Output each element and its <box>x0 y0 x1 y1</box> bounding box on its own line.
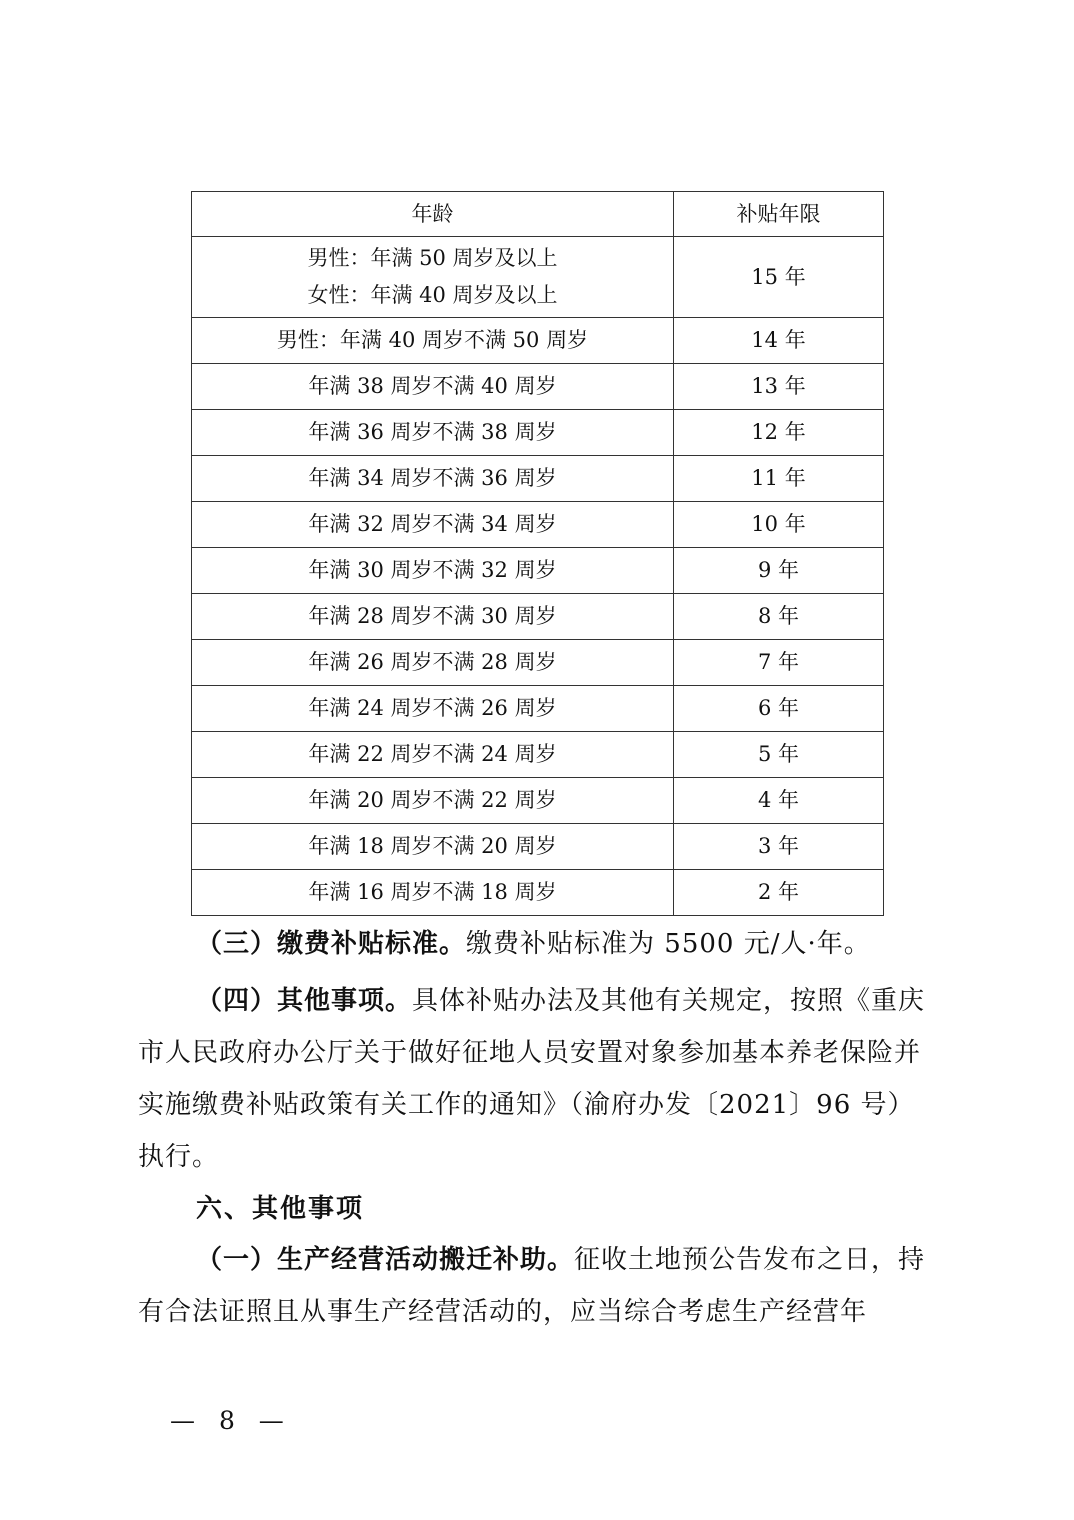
table-row <box>192 824 884 870</box>
page-number: — 8 — <box>170 1406 292 1435</box>
paragraph-title: （四）其他事项。 <box>196 986 413 1016</box>
age-cell: 男性：年满 40 周岁不满 50 周岁 <box>192 318 674 364</box>
age-line-female: 女性：年满 40 周岁及以上 <box>307 283 558 307</box>
years-cell: 6 年 <box>674 686 884 732</box>
age-cell: 年满 26 周岁不满 28 周岁 <box>192 640 674 686</box>
paragraph-body: 具体补贴办法及其他有关规定，按照《重庆市人民政府办公厅关于做好征地人员安置对象参加基本养老保险并实施缴费补贴政策有关工作的通知》（渝府办发〔2021〕96 号）执行。 <box>138 986 926 1172</box>
age-cell: 年满 18 周岁不满 20 周岁 <box>192 824 674 870</box>
table-row <box>192 594 884 640</box>
table-header-row <box>192 192 884 237</box>
paragraph-body: 缴费补贴标准为 5500 元/人·年。 <box>466 929 871 959</box>
table-row <box>192 640 884 686</box>
table-row <box>192 870 884 916</box>
age-cell: 年满 24 周岁不满 26 周岁 <box>192 686 674 732</box>
years-cell: 8 年 <box>674 594 884 640</box>
years-cell: 14 年 <box>674 318 884 364</box>
age-cell: 年满 38 周岁不满 40 周岁 <box>192 364 674 410</box>
paragraph-other-matters <box>138 975 938 1183</box>
paragraph-title: （三）缴费补贴标准。 <box>196 929 467 959</box>
table-row <box>192 732 884 778</box>
section-heading: 六、其他事项 <box>196 1194 365 1224</box>
age-cell: 年满 32 周岁不满 34 周岁 <box>192 502 674 548</box>
years-cell: 7 年 <box>674 640 884 686</box>
paragraph-payment-standard <box>138 918 938 970</box>
years-cell: 9 年 <box>674 548 884 594</box>
age-cell: 年满 16 周岁不满 18 周岁 <box>192 870 674 916</box>
years-cell: 15 年 <box>674 237 884 318</box>
age-cell <box>192 237 674 318</box>
years-cell: 10 年 <box>674 502 884 548</box>
paragraph-relocation-subsidy <box>138 1234 938 1338</box>
table-row <box>192 548 884 594</box>
table-row <box>192 318 884 364</box>
age-cell: 年满 34 周岁不满 36 周岁 <box>192 456 674 502</box>
table-row <box>192 778 884 824</box>
age-cell: 年满 36 周岁不满 38 周岁 <box>192 410 674 456</box>
years-cell: 4 年 <box>674 778 884 824</box>
table-row <box>192 410 884 456</box>
age-line-male: 男性：年满 50 周岁及以上 <box>307 246 558 271</box>
years-cell: 11 年 <box>674 456 884 502</box>
age-cell: 年满 30 周岁不满 32 周岁 <box>192 548 674 594</box>
paragraph-title: （一）生产经营活动搬迁补助。 <box>196 1245 575 1275</box>
years-cell: 12 年 <box>674 410 884 456</box>
age-cell: 年满 22 周岁不满 24 周岁 <box>192 732 674 778</box>
header-age: 年龄 <box>192 192 674 237</box>
age-cell: 年满 28 周岁不满 30 周岁 <box>192 594 674 640</box>
header-years: 补贴年限 <box>674 192 884 237</box>
table-row <box>192 502 884 548</box>
subsidy-years-table <box>191 191 884 916</box>
table-row <box>192 456 884 502</box>
paragraph-body: 征收土地预公告发布之日，持有合法证照且从事生产经营活动的，应当综合考虑生产经营年 <box>138 1245 926 1327</box>
table-row <box>192 237 884 318</box>
age-cell: 年满 20 周岁不满 22 周岁 <box>192 778 674 824</box>
years-cell: 2 年 <box>674 870 884 916</box>
years-cell: 5 年 <box>674 732 884 778</box>
years-cell: 13 年 <box>674 364 884 410</box>
years-cell: 3 年 <box>674 824 884 870</box>
table-row <box>192 364 884 410</box>
table-row <box>192 686 884 732</box>
